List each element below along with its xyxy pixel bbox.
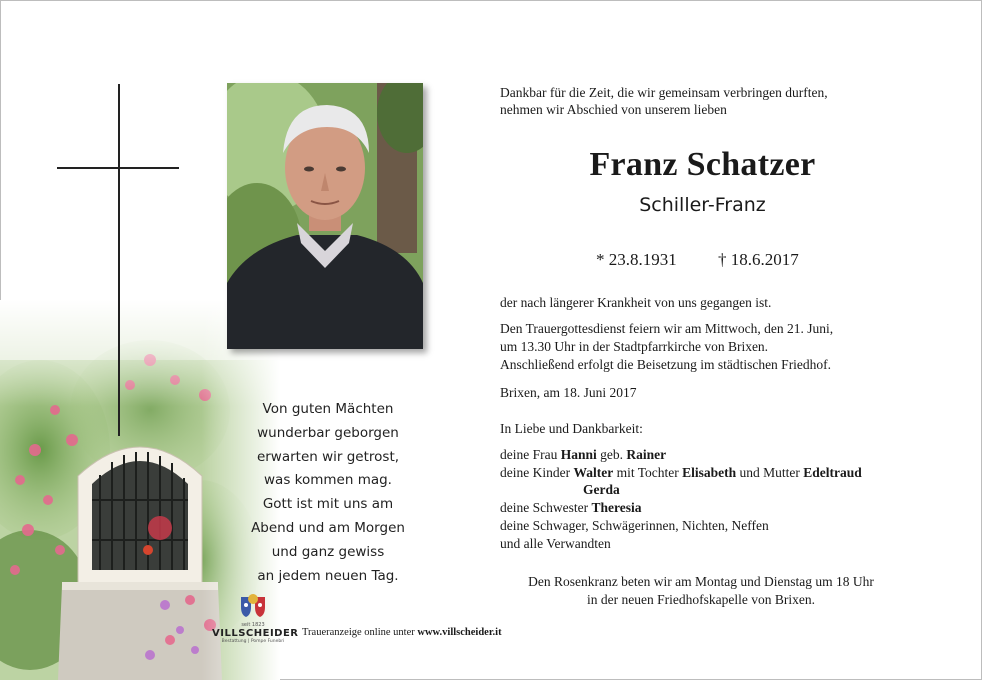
mourner-name: Gerda <box>583 482 620 497</box>
poem-line: erwarten wir getrost, <box>256 448 400 465</box>
poem <box>234 398 422 588</box>
mourner-inlaws: deine Schwager, Schwägerinnen, Nichten, Neffen <box>500 518 769 533</box>
poem-line: an jedem neuen Tag. <box>257 567 399 584</box>
mourner-children <box>500 464 862 481</box>
poem-line: Abend und am Morgen <box>251 519 405 536</box>
mourner-name: Walter <box>573 465 614 480</box>
logo-name: VILLSCHEIDER <box>212 628 299 639</box>
mourner-text: deine Frau <box>500 447 561 462</box>
intro-line-1: Dankbar für die Zeit, die wir gemeinsam verbringen durften, <box>500 85 828 100</box>
mourner-text: deine Kinder <box>500 465 574 480</box>
portrait-photo <box>227 83 423 349</box>
mourner-name: Hanni <box>560 447 597 462</box>
villscheider-logo <box>212 593 299 644</box>
poem-line: Gott ist mit uns am <box>262 496 394 513</box>
passing-line: der nach längerer Krankheit von uns gegangen ist. <box>500 295 772 310</box>
mourner-name: Edeltraud <box>803 465 862 480</box>
mourner-children-extra <box>583 481 620 498</box>
deceased-name: Franz Schatzer <box>589 146 816 183</box>
online-text: Traueranzeige online unter <box>302 627 418 638</box>
crest-icon <box>235 593 271 619</box>
mourner-name: Elisabeth <box>682 465 737 480</box>
mourner-text: deine Schwester <box>500 500 592 515</box>
poem-line: Von guten Mächten <box>262 401 394 417</box>
funeral-line-1: Den Trauergottesdienst feiern wir am Mittwoch, den 21. Juni, <box>500 321 834 336</box>
mourner-text: mit Tochter <box>613 465 683 480</box>
mourner-text: geb. <box>596 447 627 462</box>
mourner-sister <box>500 499 641 516</box>
logo-subtitle: Bestattung | Pompe Funebri <box>221 639 285 644</box>
poem-line: und ganz gewiss <box>271 543 385 560</box>
funeral-line-2: um 13.30 Uhr in der Stadtpfarrkirche von Brixen. <box>500 339 769 354</box>
logo-since: seit 1823 <box>241 622 265 628</box>
death-date: † 18.6.2017 <box>718 250 799 269</box>
mourner-wife <box>500 446 666 463</box>
online-url[interactable]: www.villscheider.it <box>417 627 502 638</box>
mourner-relatives: und alle Verwandten <box>500 536 611 551</box>
rosary-line-1: Den Rosenkranz beten wir am Montag und Dienstag um 18 Uhr <box>528 574 874 589</box>
poem-line: wunderbar geborgen <box>257 424 399 441</box>
online-notice <box>302 627 502 638</box>
place-date: Brixen, am 18. Juni 2017 <box>500 385 637 400</box>
birth-date: * 23.8.1931 <box>596 250 677 269</box>
mourner-text: und Mutter <box>736 465 804 480</box>
poem-line: was kommen mag. <box>264 472 392 489</box>
mourner-name: Rainer <box>626 447 667 462</box>
intro-line-2: nehmen wir Abschied von unserem lieben <box>500 102 727 117</box>
deceased-nickname: Schiller-Franz <box>639 194 766 216</box>
rosary-line-2: in der neuen Friedhofskapelle von Brixen. <box>587 592 815 607</box>
mourners-intro: In Liebe und Dankbarkeit: <box>500 421 643 436</box>
funeral-line-3: Anschließend erfolgt die Beisetzung im städtischen Friedhof. <box>500 357 832 372</box>
mourner-name: Theresia <box>591 500 642 515</box>
